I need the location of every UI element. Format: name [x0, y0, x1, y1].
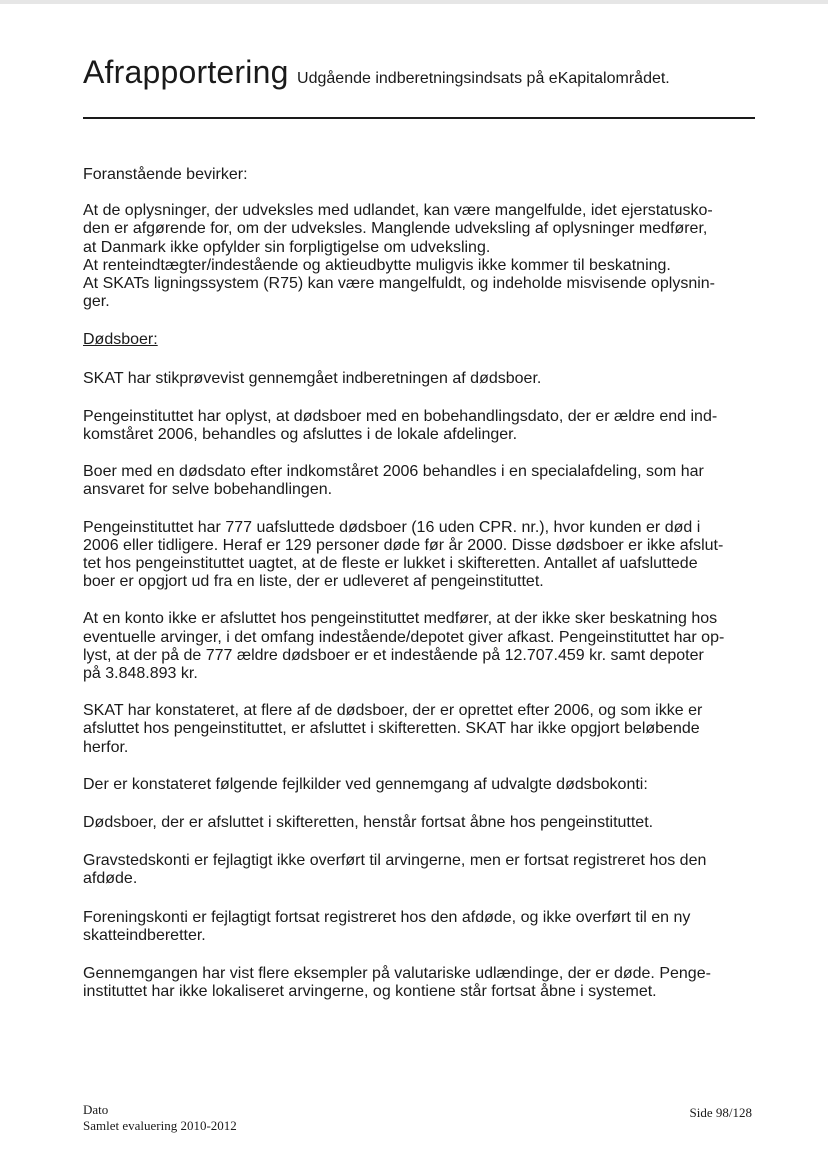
- text-line: den er afgørende for, om der udveksles. Manglende udveksling af oplysninger medfører,: [83, 220, 708, 238]
- section-heading: [83, 331, 755, 349]
- text-line: instituttet har ikke lokaliseret arvingerne, og kontiene står fortsat åbne i systemet.: [83, 983, 657, 1001]
- text-line: At de oplysninger, der udveksles med udlandet, kan være mangelfulde, idet ejerstatusko-: [83, 202, 713, 220]
- paragraph: [83, 814, 755, 832]
- page-number: Side 98/128: [689, 1105, 752, 1120]
- text-line: Gravstedskonti er fejlagtigt ikke overført til arvingerne, men er fortsat registreret hos den: [83, 852, 707, 870]
- text-line: tet hos pengeinstituttet uagtet, at de fleste er lukket i skifteretten. Antallet af uafsluttede: [83, 555, 698, 573]
- intro-text: [83, 166, 755, 184]
- text-line: Foranstående bevirker:: [83, 166, 248, 183]
- text-line: Pengeinstituttet har 777 uafsluttede dødsboer (16 uden CPR. nr.), hvor kunden er død i: [83, 518, 701, 536]
- text-line: at Danmark ikke opfylder sin forpligtigelse om udveksling.: [83, 238, 491, 256]
- text-line: herfor.: [83, 738, 129, 756]
- page-header: [83, 54, 763, 91]
- paragraph: [83, 408, 755, 444]
- text-line: boer er opgjort ud fra en liste, der er udleveret af pengeinstituttet.: [83, 573, 544, 591]
- footer-date-label: Dato: [83, 1102, 109, 1117]
- text-line: Gennemgangen har vist flere eksempler på valutariske udlændinge, der er døde. Penge-: [83, 965, 711, 983]
- paragraph: [83, 909, 755, 945]
- text-line: skatteindberetter.: [83, 926, 206, 944]
- paragraph: [83, 519, 755, 592]
- document-body: [83, 166, 755, 1002]
- text-line: komståret 2006, behandles og afsluttes i de lokale afdelinger.: [83, 426, 518, 444]
- text-line: Dødsboer, der er afsluttet i skifteretten, henstår fortsat åbne hos pengeinstituttet.: [83, 814, 654, 832]
- text-line: afsluttet hos pengeinstituttet, er afsluttet i skifteretten. SKAT har ikke opgjort beløbende: [83, 720, 700, 738]
- text-line: Boer med en dødsdato efter indkomståret 2006 behandles i en specialafdeling, som har: [83, 463, 704, 481]
- header-divider: [83, 117, 755, 119]
- text-line: Foreningskonti er fejlagtigt fortsat registreret hos den afdøde, og ikke overført til en ny: [83, 908, 691, 926]
- paragraph: [83, 776, 755, 794]
- text-line: ansvaret for selve bobehandlingen.: [83, 481, 333, 499]
- paragraph: [83, 610, 755, 683]
- footer-report-name: Samlet evaluering 2010-2012: [83, 1118, 237, 1133]
- text-line: SKAT har konstateret, at flere af de dødsboer, der er oprettet efter 2006, og som ikke er: [83, 702, 703, 720]
- text-line: At en konto ikke er afsluttet hos pengeinstituttet medfører, at der ikke sker beskatning hos: [83, 610, 718, 628]
- page-title: Afrapportering: [83, 54, 289, 90]
- page-subtitle: Udgående indberetningsindsats på eKapitalområdet.: [297, 70, 670, 87]
- page-top-edge: [0, 0, 828, 4]
- paragraph: [83, 463, 755, 499]
- text-line: afdøde.: [83, 870, 138, 888]
- paragraph: [83, 702, 755, 757]
- text-line: på 3.848.893 kr.: [83, 665, 198, 683]
- text-line: 2006 eller tidligere. Heraf er 129 personer døde før år 2000. Disse dødsboer er ikke afslut-: [83, 536, 724, 554]
- text-line: Der er konstateret følgende fejlkilder ved gennemgang af udvalgte dødsbokonti:: [83, 775, 648, 793]
- text-line: lyst, at der på de 777 ældre dødsboer er et indestående på 12.707.459 kr. samt depoter: [83, 646, 704, 664]
- effects-paragraph: [83, 202, 755, 311]
- text-line: Pengeinstituttet har oplyst, at dødsboer med en bobehandlingsdato, der er ældre end ind-: [83, 407, 718, 425]
- text-line: At renteindtægter/indestående og aktieudbytte muligvis ikke kommer til beskatning.: [83, 256, 671, 274]
- section-heading-text: Dødsboer:: [83, 331, 158, 349]
- paragraph: [83, 965, 755, 1001]
- paragraph: [83, 370, 755, 388]
- page-footer-left: [83, 1102, 237, 1134]
- text-line: SKAT har stikprøvevist gennemgået indberetningen af dødsboer.: [83, 369, 542, 387]
- paragraph: [83, 852, 755, 888]
- text-line: At SKATs ligningssystem (R75) kan være mangelfuldt, og indeholde misvisende oplysnin-: [83, 275, 716, 293]
- text-line: ger.: [83, 293, 110, 311]
- text-line: eventuelle arvinger, i det omfang indestående/depotet giver afkast. Pengeinstituttet har op-: [83, 628, 725, 646]
